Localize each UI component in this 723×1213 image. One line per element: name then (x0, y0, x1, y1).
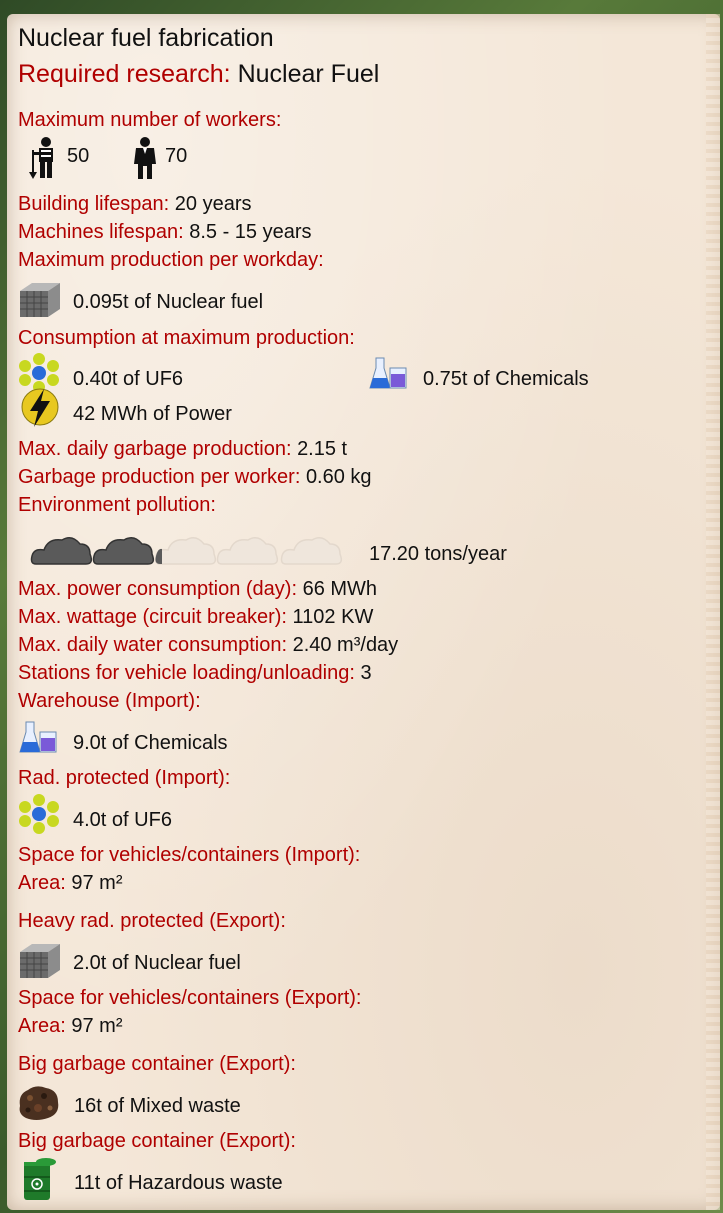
daily-garbage-label: Max. daily garbage production: (18, 438, 292, 460)
pollution-cloud-icon (32, 538, 92, 564)
water-consumption-label: Max. daily water consumption: (18, 634, 288, 656)
production-label: Maximum production per workday: (18, 249, 324, 271)
consumption-power: 42 MWh of Power (73, 403, 232, 425)
chemicals-icon (18, 720, 60, 756)
consumption-chemicals: 0.75t of Chemicals (423, 368, 589, 390)
chemicals-icon (368, 356, 410, 392)
uf6-icon (17, 793, 61, 835)
garbage-container-1-item: 16t of Mixed waste (74, 1095, 241, 1117)
pollution-meter (30, 530, 350, 572)
loading-stations (18, 662, 372, 685)
wattage-label: Max. wattage (circuit breaker): (18, 606, 287, 628)
loading-stations-label: Stations for vehicle loading/unloading: (18, 662, 355, 684)
rad-protected-import-item: 4.0t of UF6 (73, 809, 172, 831)
area-export (18, 1015, 123, 1038)
garbage-container-2-item: 11t of Hazardous waste (74, 1172, 283, 1194)
garbage-container-2-label: Big garbage container (Export): (18, 1130, 296, 1152)
building-lifespan (18, 193, 252, 216)
heavy-rad-export-item: 2.0t of Nuclear fuel (73, 952, 241, 974)
building-lifespan-label: Building lifespan: (18, 193, 170, 215)
area-import-value: 97 m² (71, 872, 123, 894)
area-export-label: Area: (18, 1015, 66, 1037)
garbage-per-worker-label: Garbage production per worker: (18, 466, 301, 488)
garbage-container-1-label: Big garbage container (Export): (18, 1053, 296, 1075)
nuclear-fuel-icon (18, 942, 62, 980)
space-import-label: Space for vehicles/containers (Import): (18, 844, 361, 866)
wattage (18, 606, 373, 629)
research-value: Nuclear Fuel (237, 60, 380, 88)
garbage-per-worker (18, 466, 372, 489)
machines-lifespan (18, 221, 312, 244)
rad-protected-import-label: Rad. protected (Import): (18, 767, 231, 789)
nuclear-fuel-icon (18, 281, 62, 319)
skilled-worker-count: 70 (165, 145, 188, 167)
daily-garbage (18, 438, 347, 461)
pollution-value: 17.20 tons/year (369, 543, 507, 565)
research-label: Required research: (18, 60, 231, 88)
pollution-cloud-icon (282, 538, 342, 564)
loading-stations-value: 3 (360, 662, 372, 684)
pollution-cloud-icon (94, 538, 154, 564)
wattage-value: 1102 KW (292, 606, 374, 628)
mixed-waste-icon (16, 1082, 60, 1122)
production-item: 0.095t of Nuclear fuel (73, 291, 264, 313)
power-consumption (18, 578, 377, 601)
power-icon (20, 385, 60, 429)
pollution-cloud-icon (156, 538, 216, 564)
warehouse-import-item: 9.0t of Chemicals (73, 732, 228, 754)
building-lifespan-value: 20 years (174, 193, 252, 215)
space-export-label: Space for vehicles/containers (Export): (18, 987, 362, 1009)
unskilled-worker-icon (28, 136, 60, 180)
heavy-rad-export-label: Heavy rad. protected (Export): (18, 910, 286, 932)
water-consumption-value: 2.40 m³/day (292, 634, 399, 656)
required-research (18, 60, 379, 89)
power-consumption-label: Max. power consumption (day): (18, 578, 298, 600)
area-export-value: 97 m² (71, 1015, 123, 1037)
garbage-per-worker-value: 0.60 kg (305, 466, 372, 488)
machines-lifespan-value: 8.5 - 15 years (189, 221, 312, 243)
pollution-cloud-icon (218, 538, 278, 564)
area-import (18, 872, 123, 895)
power-consumption-value: 66 MWh (302, 578, 378, 600)
hazardous-waste-icon (20, 1156, 58, 1202)
skilled-worker-icon (132, 136, 158, 180)
workers-label: Maximum number of workers: (18, 109, 282, 131)
warehouse-import-label: Warehouse (Import): (18, 690, 201, 712)
consumption-uf6: 0.40t of UF6 (73, 368, 184, 390)
daily-garbage-value: 2.15 t (297, 438, 348, 460)
area-import-label: Area: (18, 872, 66, 894)
pollution-label: Environment pollution: (18, 494, 216, 516)
water-consumption (18, 634, 398, 657)
unskilled-worker-count: 50 (67, 145, 90, 167)
machines-lifespan-label: Machines lifespan: (18, 221, 184, 243)
consumption-label: Consumption at maximum production: (18, 327, 355, 349)
building-title: Nuclear fuel fabrication (18, 24, 274, 52)
